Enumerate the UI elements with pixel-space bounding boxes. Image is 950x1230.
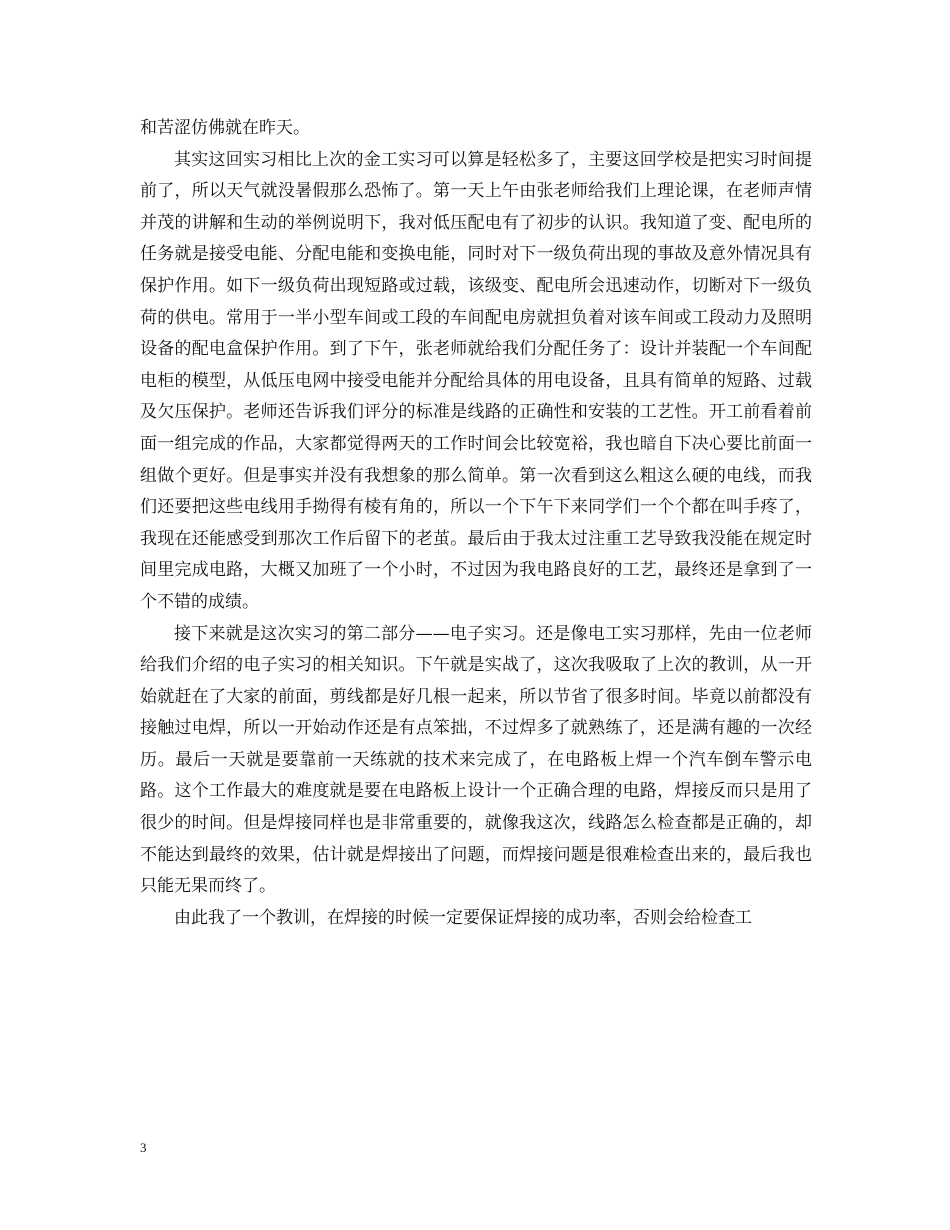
- paragraph-continuation: 和苦涩仿佛就在昨天。: [140, 118, 310, 138]
- paragraph-electrical-internship: 其实这回实习相比上次的金工实习可以算是轻松多了，主要这回学校是把实习时间提前了，所以天气就没暑假那么恐怖了。第一天上午由张老师给我们上理论课，在老师声情并茂的讲解和生动的举例说明下，我对低压配电有了初步的认识。我知道了变、配电所的任务就是接受电能、分配电能和变换电能，同时对下一级负荷出现的事故及意外情况具有保护作用。如下一级负荷出现短路或过载，该级变、配电所会迅速动作，切断对下一级负荷的供电。常用于一半小型车间或工段的车间配电房就担负着对该车间或工段动力及照明设备的配电盒保护作用。到了下午，张老师就给我们分配任务了：设计并装配一个车间配电柜的模型，从低压电网中接受电能并分配给具体的用电设备，且具有简单的短路、过载及欠压保护。老师还告诉我们评分的标准是线路的正确性和安装的工艺性。开工前看着前面一组完成的作品，大家都觉得两天的工作时间会比较宽裕，我也暗自下决心要比前面一组做个更好。但是事实并没有我想象的那么简单。第一次看到这么粗这么硬的电线，而我们还要把这些电线用手拗得有棱有角的，所以一个下午下来同学们一个个都在叫手疼了，我现在还能感受到那次工作后留下的老茧。最后由于我太过注重工艺导致我没能在规定时间里完成电路，大概又加班了一个小时，不过因为我电路良好的工艺，最终还是拿到了一个不错的成绩。: [140, 149, 812, 612]
- page-number: 3: [140, 1140, 147, 1155]
- document-body: [140, 113, 812, 934]
- paragraph-lesson-learned: 由此我了一个教训，在焊接的时候一定要保证焊接的成功率，否则会给检查工: [174, 907, 752, 928]
- paragraph-electronics-internship: 接下来就是这次实习的第二部分——电子实习。还是像电工实习那样，先由一位老师给我们介绍的电子实习的相关知识。下午就是实战了，这次我吸取了上次的教训，从一开始就赶在了大家的前面，剪线都是好几根一起来，所以节省了很多时间。毕竟以前都没有接触过电焊，所以一开始动作还是有点笨拙，不过焊多了就熟练了，还是满有趣的一次经历。最后一天就是要靠前一天练就的技术来完成了，在电路板上焊一个汽车倒车警示电路。这个工作最大的难度就是要在电路板上设计一个正确合理的电路，焊接反而只是用了很少的时间。但是焊接同样也是非常重要的，就像我这次，线路怎么检查都是正确的，却不能达到最终的效果，估计就是焊接出了问题，而焊接问题是很难检查出来的，最后我也只能无果而终了。: [140, 623, 812, 897]
